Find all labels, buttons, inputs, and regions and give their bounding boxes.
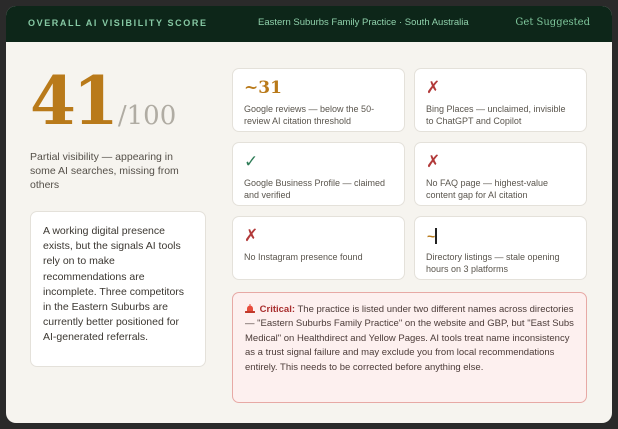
score-summary: Partial visibility — appearing in some AI searches, missing from others [30,151,179,191]
score-value: 41 [30,62,116,140]
signal-card-faq-page [414,142,587,206]
partial-tilde-icon: ~ [427,228,436,244]
cross-icon: ✗ [426,78,441,98]
panel-header [6,6,612,42]
panel-title: OVERALL AI VISIBILITY SCORE [28,18,208,28]
cross-icon: ✗ [244,226,259,246]
signal-value: ~31 [244,78,282,98]
siren-icon [245,304,255,313]
description-card: A working digital presence exists, but the signals AI tools rely on to make recommendations are incomplete. Three competitors in the Eastern Suburbs are currently better positioned for AI-generated referrals. [30,211,206,367]
signal-card-directory-listings [414,216,587,280]
cross-icon: ✗ [426,152,441,172]
critical-alert [232,292,587,403]
signal-text: Google Business Profile — claimed and verified [244,178,386,200]
practice-name: Eastern Suburbs Family Practice · South Australia [258,17,469,28]
get-suggested-link[interactable]: Get Suggested [515,17,590,28]
signal-card-instagram [232,216,405,280]
check-icon: ✓ [244,152,259,172]
signal-text: No FAQ page — highest-value content gap for AI citation [426,178,549,200]
score-panel [6,6,612,423]
signal-mark-wrapper [426,226,575,248]
signal-text: No Instagram presence found [244,252,363,262]
signal-text: Directory listings — stale opening hours on 3 platforms [426,252,560,274]
signal-card-bing-places [414,68,587,132]
score-display [30,62,177,140]
critical-label: Critical: [259,304,296,315]
signal-card-google-business-profile [232,142,405,206]
signal-text: Bing Places — unclaimed, invisible to ChatGPT and Copilot [426,104,566,126]
signal-text: Google reviews — below the 50-review AI citation threshold [244,104,375,126]
signal-card-google-reviews [232,68,405,132]
critical-text: The practice is listed under two different names across directories — "Eastern Suburbs Family Practice" on the website and GBP, but "East Subs Medical" on Healthdirect and Yellow Pages. AI tools treat name inconsistency as a trust signal failure and may exclude you from local recommendations entirely. This needs to be corrected before anything else. [245,304,574,373]
score-out-of: /100 [117,101,177,131]
